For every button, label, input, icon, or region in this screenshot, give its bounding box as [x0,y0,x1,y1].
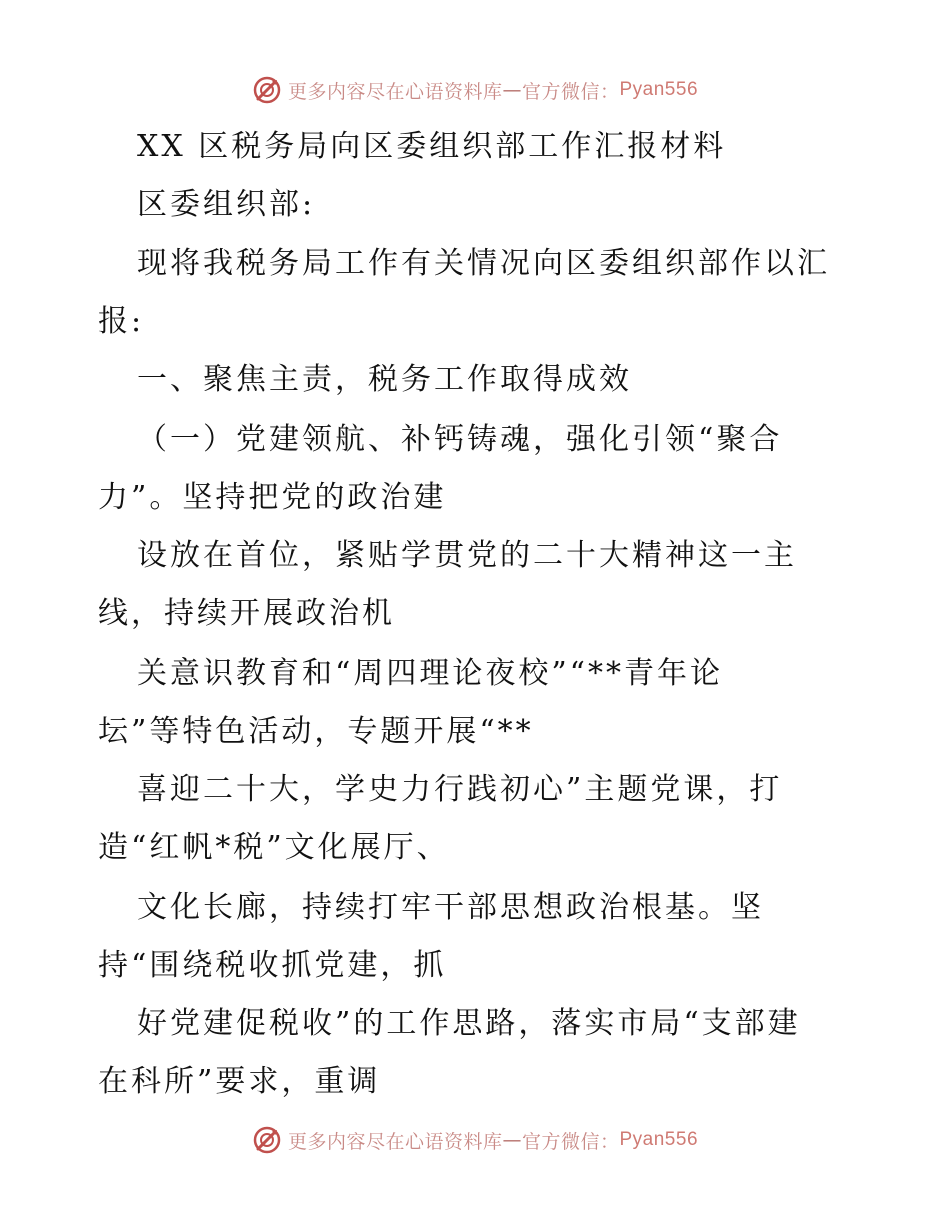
paragraph-line: 坛”等特色活动，专题开展“** [98,714,534,749]
paragraph-line: 线，持续开展政治机 [98,596,395,631]
paragraph-line: 力”。坚持把党的政治建 [98,480,447,515]
paragraph-line: （一）党建领航、补钙铸魂，强化引领“聚合 [137,422,783,457]
header-watermark [0,70,950,110]
paragraph-line: 现将我税务局工作有关情况向区委组织部作以汇 [137,246,830,281]
paragraph-line: 好党建促税收”的工作思路，落实市局“支部建 [137,1006,801,1041]
paragraph-line: 关意识教育和“周四理论夜校”“**青年论 [137,656,724,691]
paragraph-line: 造“红帆*税”文化展厅、 [98,830,450,865]
watermark-separator: — [502,1129,522,1151]
section-heading: 一、聚焦主责，税务工作取得成效 [137,362,632,397]
watermark-wechat-label: 官方微信： [521,80,620,103]
footer-watermark [0,1120,950,1160]
paragraph-line: 设放在首位，紧贴学贯党的二十大精神这一主 [137,538,797,573]
paragraph-line: 持“围绕税收抓党建，抓 [98,948,447,983]
addressee-line: 区委组织部: [137,187,316,222]
paragraph-line: 在科所”要求，重调 [98,1064,381,1099]
watermark-text: 更多内容尽在心语资料库 [287,1130,503,1153]
watermark-wechat-id: Pyan556 [619,79,699,100]
paragraph-line: 文化长廊，持续打牢干部思想政治根基。坚 [137,890,764,925]
logo-icon [252,1125,282,1155]
paragraph-line: 报: [98,304,145,339]
document-title: XX 区税务局向区委组织部工作汇报材料 [137,129,727,164]
watermark-wechat-label: 官方微信： [521,1130,620,1153]
watermark-text: 更多内容尽在心语资料库 [287,80,503,103]
logo-icon [252,75,282,105]
watermark-wechat-id: Pyan556 [619,1129,699,1150]
watermark-separator: — [502,79,522,101]
paragraph-line: 喜迎二十大，学史力行践初心”主题党课，打 [137,772,783,807]
